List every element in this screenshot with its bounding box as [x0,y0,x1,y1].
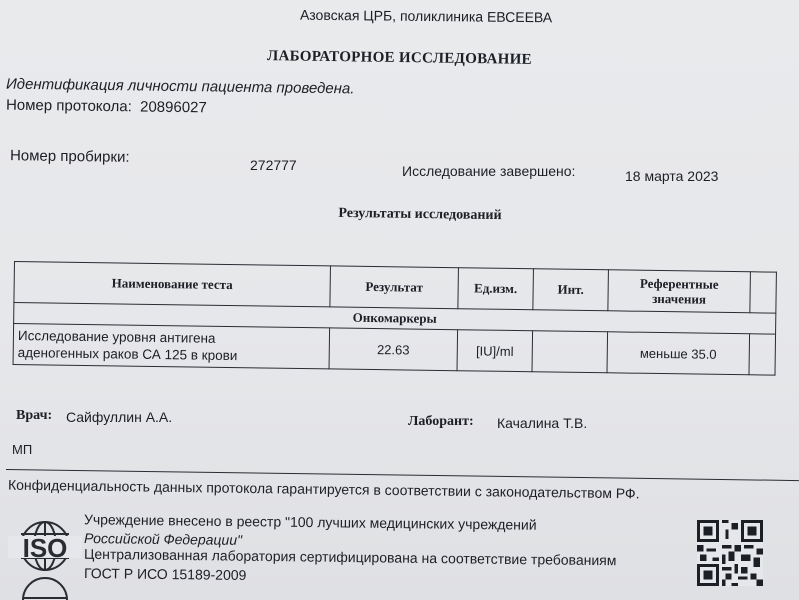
test-result: 22.63 [329,328,458,371]
certificate-line-2: Российской Федерации" [83,530,243,548]
column-result: Результат [330,266,459,309]
protocol-line [6,97,207,117]
stamp-mark: МП [12,442,33,457]
test-name-line1: Исследование уровня антигена [17,328,216,346]
results-table-wrap [13,261,776,376]
identification-note: Идентификация личности пациента проведена. [5,75,355,98]
document-title: ЛАБОРАТОРНОЕ ИССЛЕДОВАНИЕ [266,48,533,68]
column-reference-line2: значения [652,290,707,307]
test-unit: [IU]/ml [457,330,533,372]
certificate-line-4: ГОСТ Р ИСО 15189-2009 [83,565,247,583]
confidentiality-note: Конфиденциальность данных протокола гарантируется в соответствии с законодательством РФ. [7,476,640,502]
test-interp [532,331,608,373]
column-reference-line1: Референтные [639,275,719,292]
column-test: Наименование теста [14,262,331,307]
tube-number: 272777 [250,157,297,173]
results-title: Результаты исследований [338,205,502,224]
lab-assistant-label: Лаборант: [408,414,474,429]
column-reference [608,270,751,313]
protocol-label: Номер протокола: [5,96,132,116]
iso-logo-text: ISO [22,533,68,563]
doctor-label: Врач: [16,408,53,423]
completed-label: Исследование завершено: [402,163,576,179]
doctor-name: Сайфуллин А.А. [66,409,173,425]
test-name [13,324,330,369]
protocol-number: 20896027 [139,98,207,117]
tube-label: Номер пробирки: [9,147,130,166]
results-table [13,261,777,376]
test-reference: меньше 35.0 [607,332,750,375]
certificate-line-3: Централизованная лаборатория сертифицирована на соответствие требованиям [83,545,617,569]
iso-globe-logo [8,512,82,600]
clinic-name: Азовская ЦРБ, поликлиника ЕВСЕЕВА [299,6,553,26]
test-name-line2: аденогенных раков СА 125 в крови [17,345,238,364]
column-extra [750,272,777,313]
completed-date: 18 марта 2023 [625,168,719,184]
column-interp: Инт. [533,269,609,311]
section-label: Онкомаркеры [14,303,776,335]
qr-code-icon [697,520,763,586]
test-extra [749,334,776,375]
column-unit: Ед.изм. [458,268,534,310]
certificate-line-1: Учреждение внесено в реестр "100 лучших медицинских учреждений [83,511,537,533]
lab-assistant-name: Качалина Т.В. [497,415,588,431]
